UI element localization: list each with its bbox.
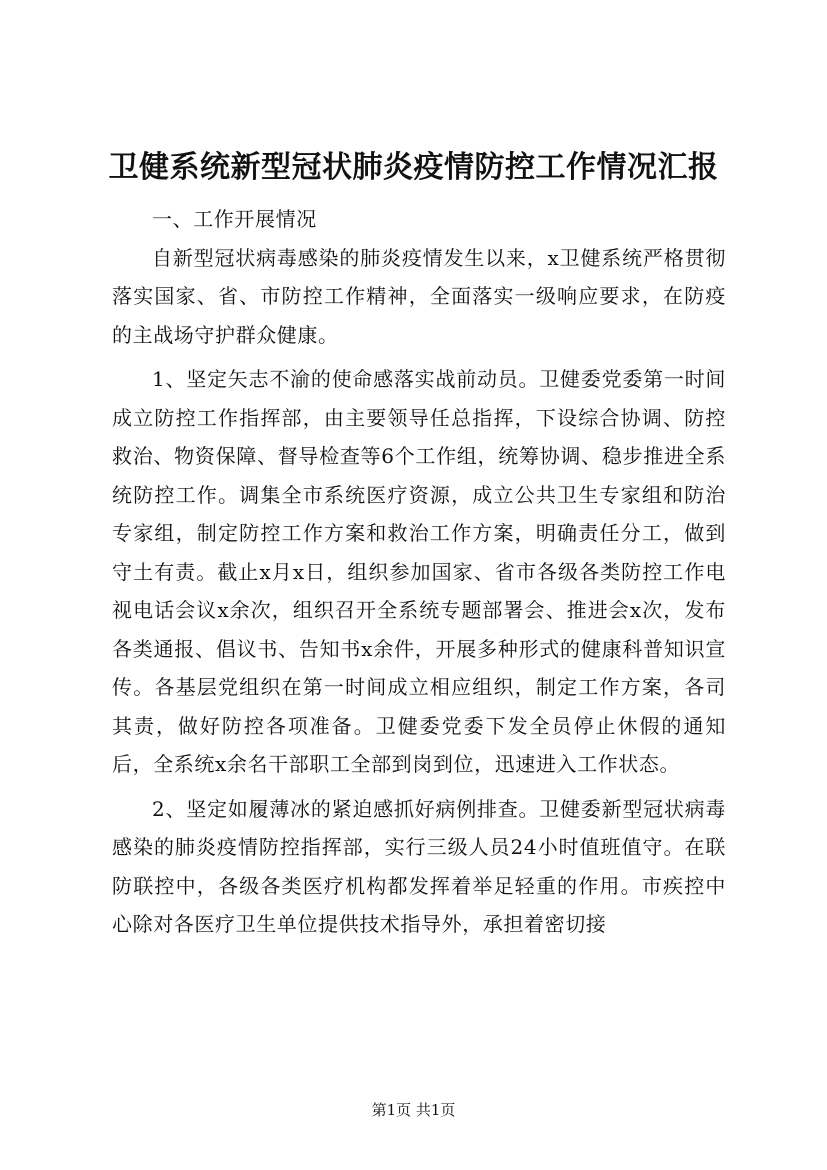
section-heading: 一、工作开展情况 bbox=[152, 207, 317, 231]
paragraph-1: 1、坚定矢志不渝的使命感落实战前动员。卫健委党委第一时间成立防控工作指挥部，由主要领导任总指挥，下设综合协调、防控救治、物资保障、督导检查等6个工作组，统筹协调、稳步推进全系统防控工作。调集全市系统医疗资源，成立公共卫生专家组和防治专家组，制定防控工作方案和救治工作方案，明确责任分工，做到守土有责。截止x月x日，组织参加国家、省市各级各类防控工作电视电话会议x余次，组织召开全系统专题部署会、推进会x次，发布各类通报、倡议书、告知书x余件，开展多种形式的健康科普知识宣传。各基层党组织在第一时间成立相应组织，制定工作方案，各司其责，做好防控各项准备。卫健委党委下发全员停止休假的通知后，全系统x余名干部职工全部到岗到位，迅速进入工作状态。 bbox=[112, 367, 726, 776]
document-body bbox=[112, 200, 726, 950]
document-title: 卫健系统新型冠状肺炎疫情防控工作情况汇报 bbox=[108, 150, 719, 185]
paragraph-2: 2、坚定如履薄冰的紧迫感抓好病例排查。卫健委新型冠状病毒感染的肺炎疫情防控指挥部，实行三级人员24小时值班值守。在联防联控中，各级各类医疗机构都发挥着举足轻重的作用。市疾控中心除对各医疗卫生单位提供技术指导外，承担着密切接 bbox=[112, 796, 726, 936]
page-footer: 第1页 共1页 bbox=[371, 1101, 456, 1119]
paragraph-intro: 自新型冠状病毒感染的肺炎疫情发生以来，x卫健系统严格贯彻落实国家、省、市防控工作精神，全面落实一级响应要求，在防疫的主战场守护群众健康。 bbox=[112, 245, 726, 347]
